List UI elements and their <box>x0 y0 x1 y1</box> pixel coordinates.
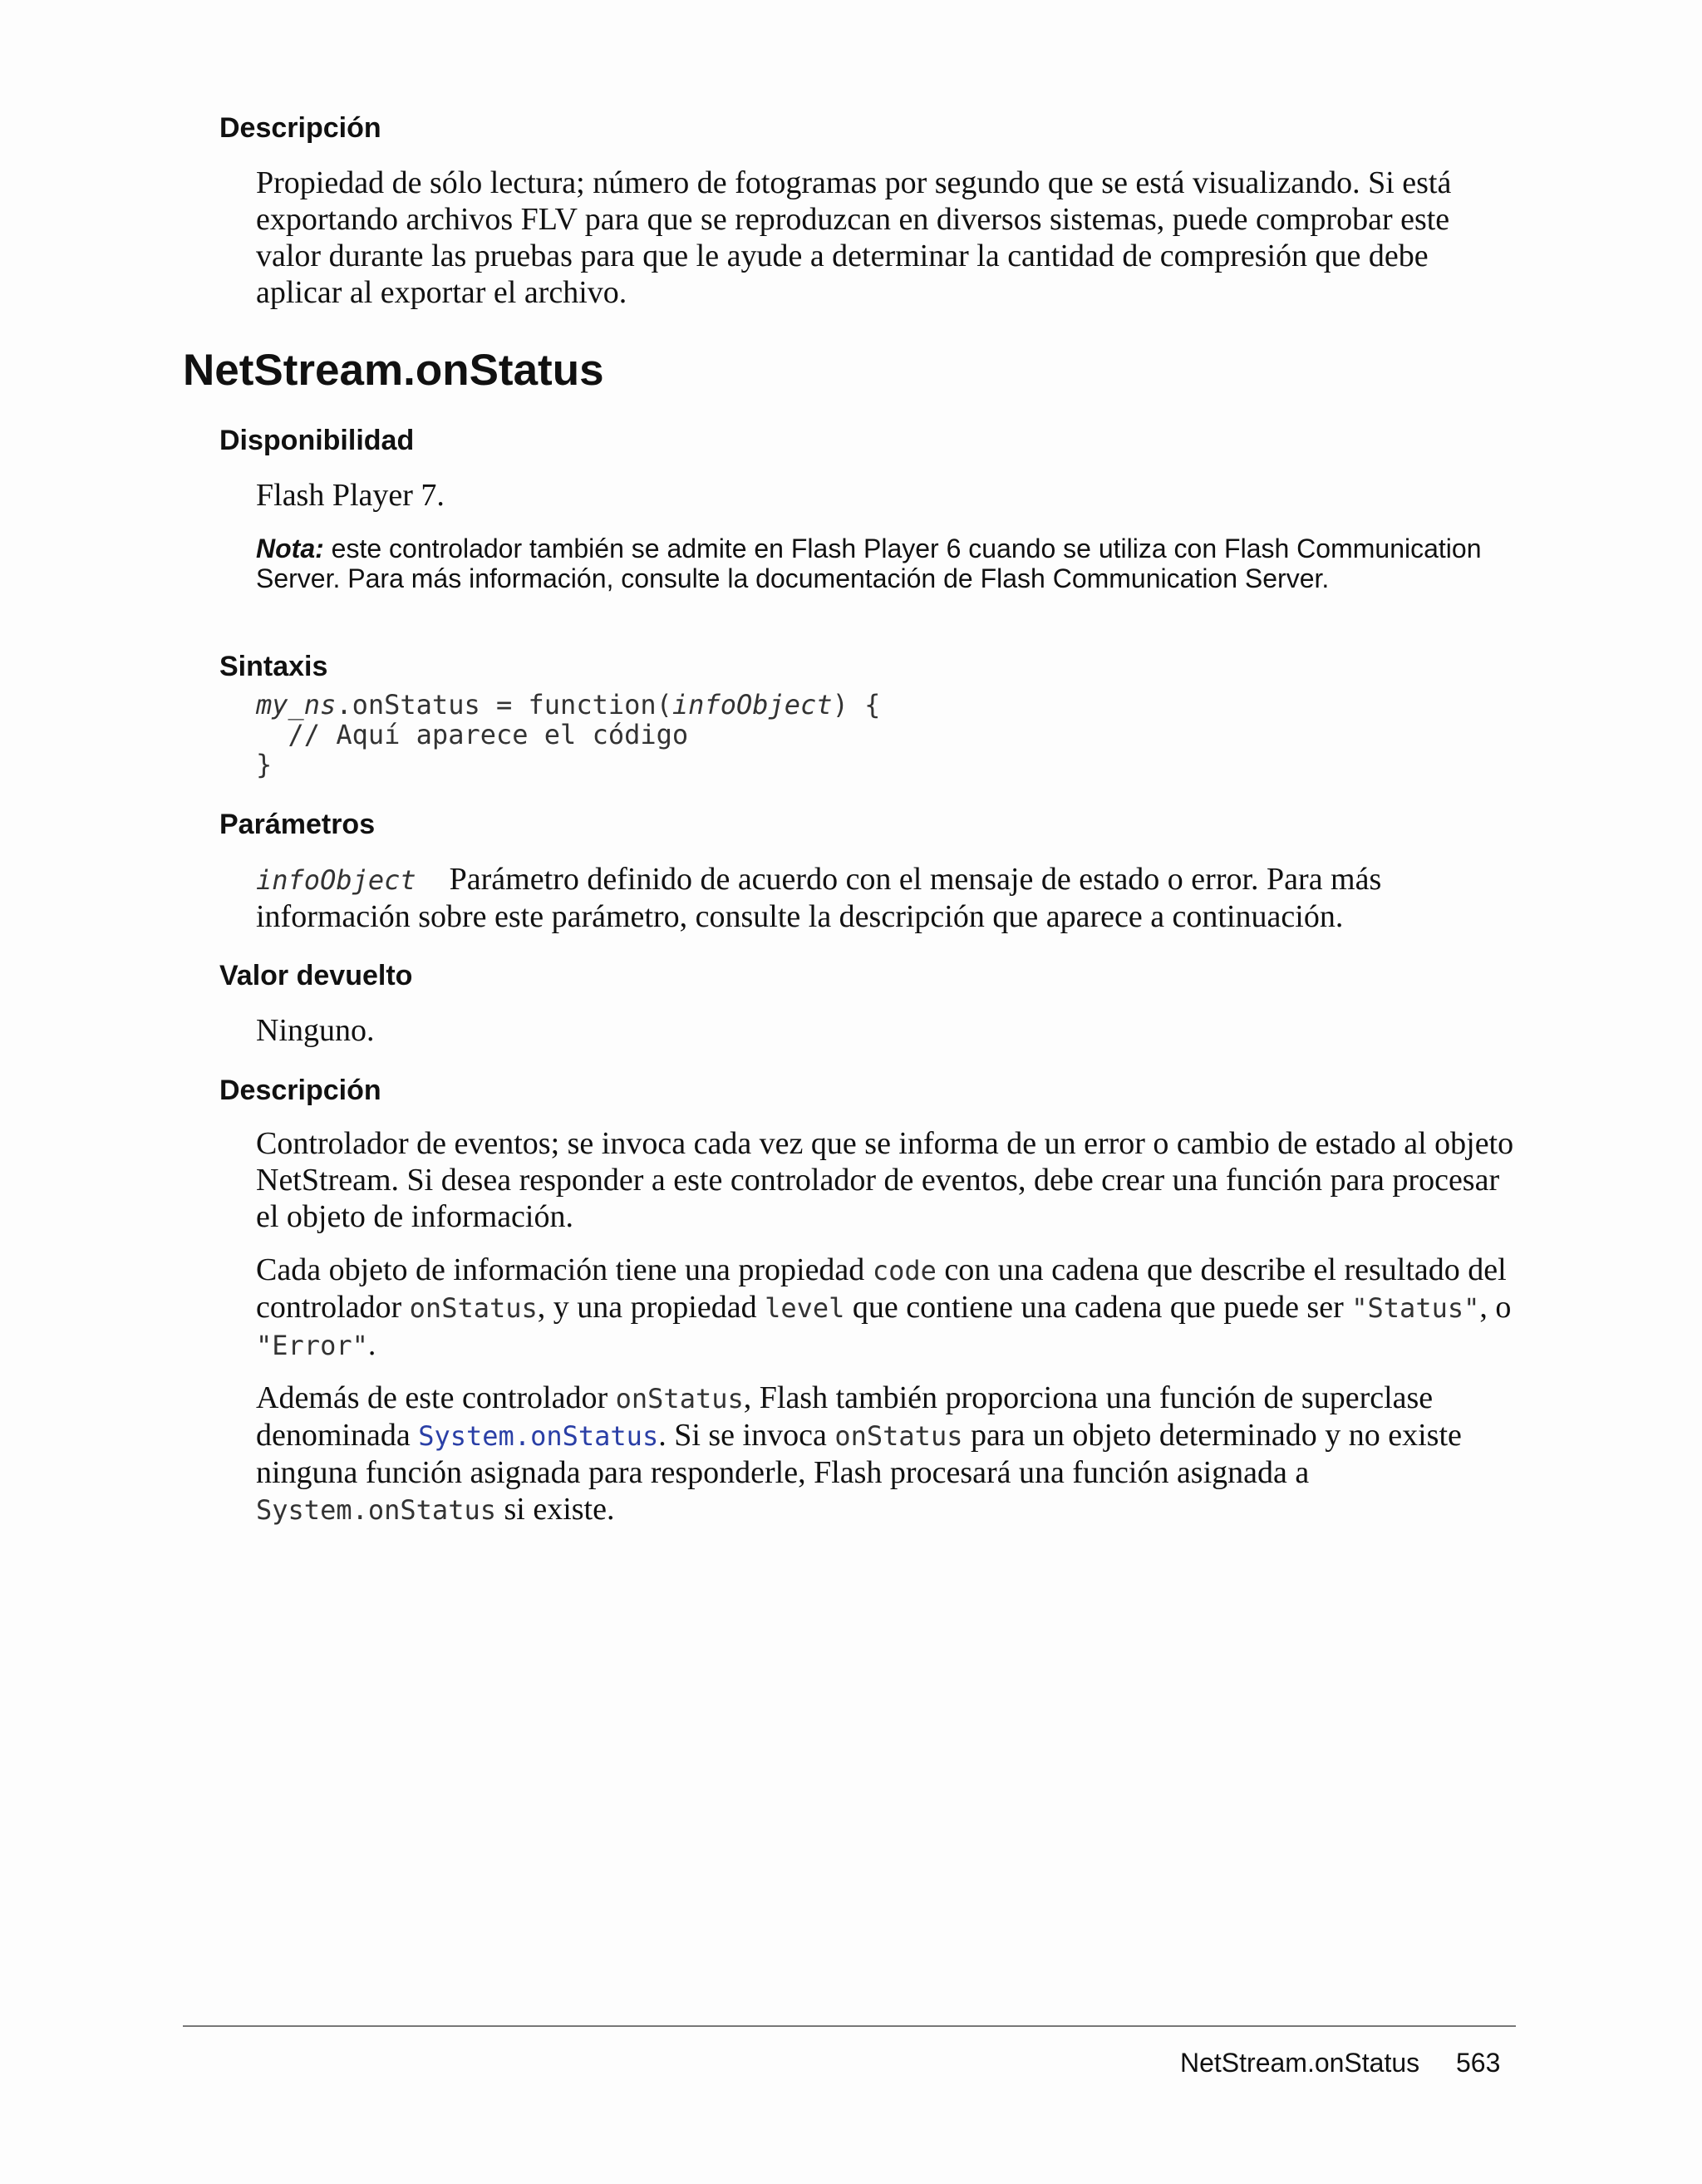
desc2-code-level: level <box>765 1292 845 1324</box>
note-text: este controlador también se admite en Flash Player 6 cuando se utiliza con Flash Communication Server. Para más información, consulte la documentación de Flash Communication Server. <box>256 534 1482 593</box>
desc3-text-3: . Si se invoca <box>658 1418 835 1453</box>
param-text: Parámetro definido de acuerdo con el mensaje de estado o error. Para más información sobre este parámetro, consulte la descripción que aparece a continuación. <box>256 862 1382 934</box>
page-title: NetStream.onStatus <box>183 346 604 395</box>
desc2-text-1: Cada objeto de información tiene una propiedad <box>256 1252 873 1287</box>
syntax-param: infoObject <box>671 689 833 721</box>
note-label: Nota: <box>256 534 324 563</box>
syntax-heading: Sintaxis <box>219 651 328 682</box>
note <box>256 534 1519 593</box>
return-text: Ninguno. <box>256 1013 375 1048</box>
availability-text: Flash Player 7. <box>256 478 445 513</box>
system-onstatus-link[interactable]: System.onStatus <box>418 1420 659 1452</box>
footer-divider <box>183 2025 1516 2027</box>
availability-heading: Disponibilidad <box>219 425 415 456</box>
description-paragraph-1: Controlador de eventos; se invoca cada vez que se informa de un error o cambio de estado al objeto NetStream. Si desea responder a este controlador de eventos, debe crear una función para procesar el objeto de información. <box>256 1126 1514 1234</box>
syntax-line-3: } <box>256 749 273 780</box>
desc2-code-status: "Status" <box>1351 1292 1480 1324</box>
param-name: infoObject <box>256 864 416 896</box>
desc2-code-error: "Error" <box>256 1330 368 1361</box>
desc3-text-5: si existe. <box>495 1492 615 1527</box>
syntax-line-2: // Aquí aparece el código <box>256 719 689 750</box>
top-description-text: Propiedad de sólo lectura; número de fotogramas por segundo que se está visualizando. Si está exportando archivos FLV para que se reproduzcan en diversos sistemas, puede comprobar este valor durante las pruebas para que le ayude a determinar la cantidad de compresión que debe aplicar al exportar el archivo. <box>256 165 1452 310</box>
top-description-heading: Descripción <box>219 112 381 144</box>
params-heading: Parámetros <box>219 809 376 840</box>
desc3-text-1: Además de este controlador <box>256 1380 616 1415</box>
footer-title: NetStream.onStatus <box>1180 2048 1420 2078</box>
syntax-mid: .onStatus = function( <box>336 689 672 721</box>
desc2-text-5: , o <box>1479 1290 1512 1325</box>
description-paragraph-3 <box>256 1380 1519 1528</box>
syntax-code-block <box>256 690 880 780</box>
desc2-code-onstatus: onStatus <box>409 1292 538 1324</box>
desc3-code-system-onstatus: System.onStatus <box>256 1494 496 1526</box>
desc2-code-code: code <box>872 1255 937 1286</box>
desc3-text-4: para un objeto determinado y no existe ninguna función asignada para responderle, Flash procesará una función asignada a <box>256 1418 1462 1490</box>
desc3-code-onstatus-2: onStatus <box>834 1420 963 1452</box>
desc2-text-3: , y una propiedad <box>537 1290 765 1325</box>
description-paragraph-2 <box>256 1252 1519 1364</box>
desc2-text-2: con una cadena que describe el resultado del controlador <box>256 1252 1507 1325</box>
syntax-end: ) { <box>832 689 881 721</box>
description-heading: Descripción <box>219 1075 381 1106</box>
page-number: 563 <box>1456 2048 1501 2078</box>
syntax-var: my_ns <box>256 689 337 721</box>
return-heading: Valor devuelto <box>219 960 413 991</box>
desc2-text-4: que contiene una cadena que puede ser <box>844 1290 1352 1325</box>
desc3-code-onstatus: onStatus <box>615 1383 744 1414</box>
desc2-text-6: . <box>367 1327 376 1362</box>
param-description <box>256 861 1519 935</box>
desc3-text-2: , Flash también proporciona una función de superclase denominada <box>256 1380 1434 1453</box>
